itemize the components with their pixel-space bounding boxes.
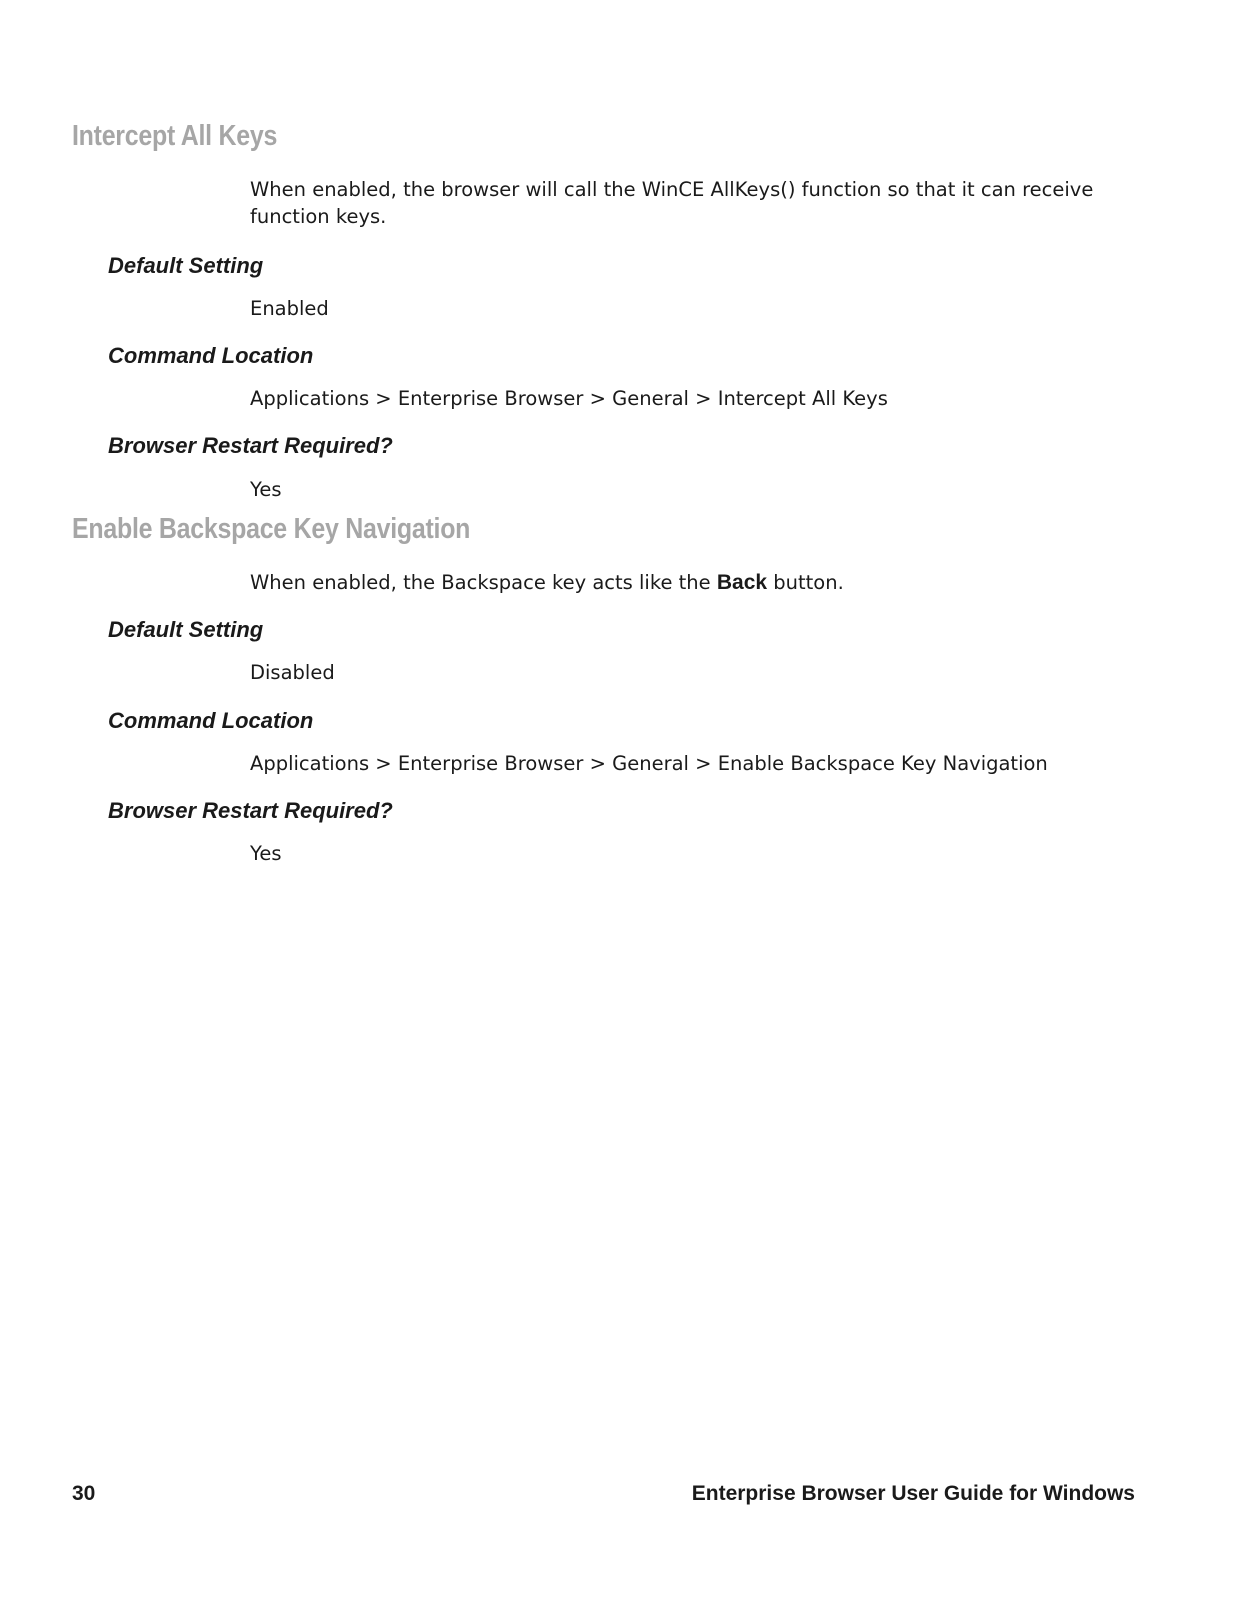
default-setting-value: Disabled (250, 661, 335, 684)
section-title-enable-backspace-key-navigation: Enable Backspace Key Navigation (72, 513, 471, 545)
restart-required-value: Yes (250, 842, 282, 865)
default-setting-heading: Default Setting (108, 253, 264, 278)
command-location-value: Applications > Enterprise Browser > General > Enable Backspace Key Navigation (250, 752, 1048, 775)
command-location-heading: Command Location (108, 343, 314, 368)
section-description: When enabled, the browser will call the WinCE AllKeys() function so that it can receive function keys. (250, 178, 1094, 228)
document-title: Enterprise Browser User Guide for Windows (691, 1482, 1135, 1505)
description-text-after: button. (767, 571, 844, 594)
section-title-intercept-all-keys: Intercept All Keys (72, 120, 278, 152)
section-description (250, 569, 1135, 596)
page-number: 30 (72, 1482, 96, 1505)
description-text-before: When enabled, the Backspace key acts like the (250, 571, 717, 594)
default-setting-value: Enabled (250, 297, 329, 320)
default-setting-heading: Default Setting (108, 617, 264, 642)
back-button-reference: Back (716, 571, 768, 594)
command-location-value: Applications > Enterprise Browser > General > Intercept All Keys (250, 387, 888, 410)
command-location-heading: Command Location (108, 708, 314, 733)
restart-required-value: Yes (250, 478, 282, 501)
restart-required-heading: Browser Restart Required? (108, 798, 393, 823)
restart-required-heading: Browser Restart Required? (108, 433, 393, 458)
